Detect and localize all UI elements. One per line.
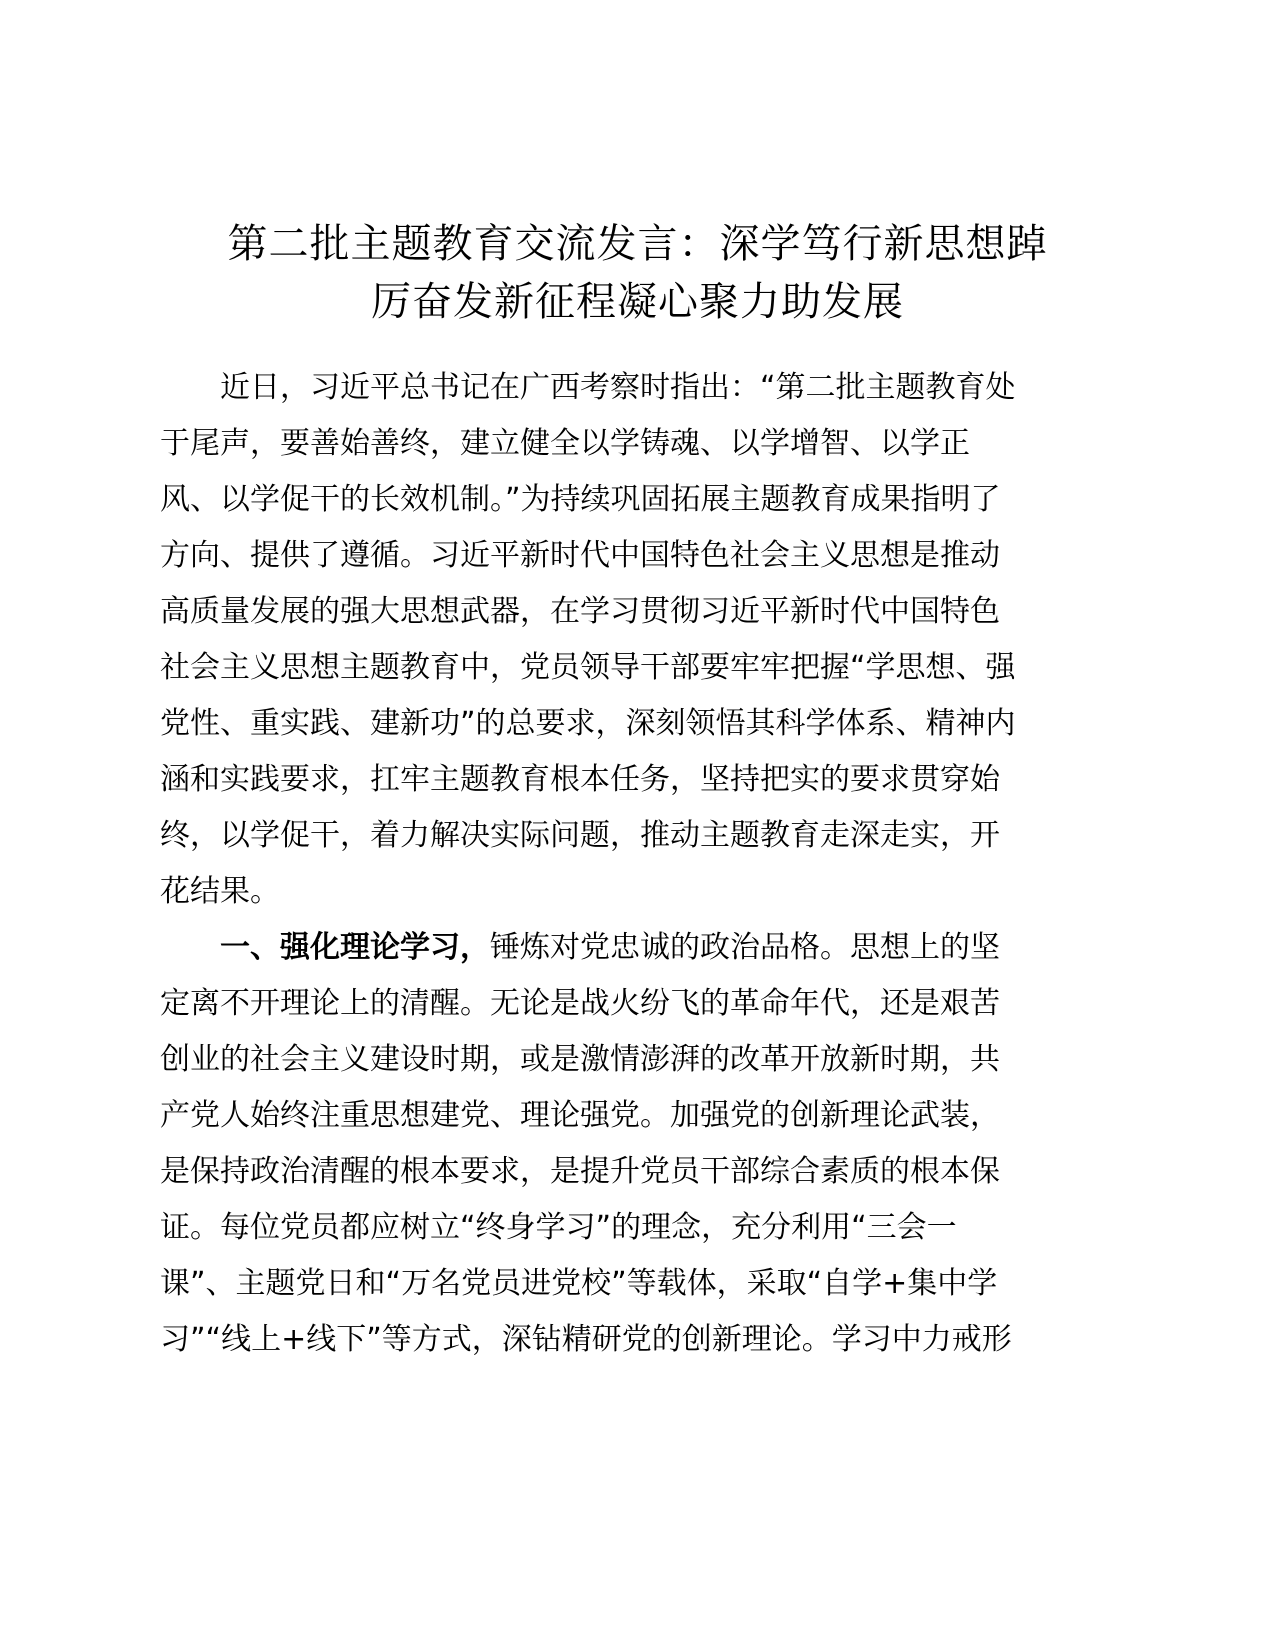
- paragraph-2-line-4: 产党人始终注重思想建党、理论强党。加强党的创新理论武装，: [160, 1098, 1000, 1133]
- paragraph-1-line-4: 方向、提供了遵循。习近平新时代中国特色社会主义思想是推动: [160, 538, 1000, 573]
- paragraph-1-line-7: 党性、重实践、建新功”的总要求，深刻领悟其科学体系、精神内: [160, 706, 1016, 741]
- paragraph-2-line-7: 课”、主题党日和“万名党员进党校”等载体，采取“自学+集中学: [160, 1266, 998, 1301]
- paragraph-1-line-10: 花结果。: [160, 874, 280, 909]
- paragraph-2-line-5: 是保持政治清醒的根本要求，是提升党员干部综合素质的根本保: [160, 1154, 1000, 1189]
- document-body: [160, 360, 1070, 1368]
- document-title: [150, 215, 1125, 331]
- paragraph-1-line-2: 于尾声，要善始善终，建立健全以学铸魂、以学增智、以学正: [160, 426, 970, 461]
- paragraph-2-line-3: 创业的社会主义建设时期，或是激情澎湃的改革开放新时期，共: [160, 1042, 1000, 1077]
- section-heading-1: 一、强化理论学习，: [220, 930, 490, 965]
- title-line-1: 第二批主题教育交流发言：深学笃行新思想踔: [227, 221, 1048, 267]
- paragraph-2-line-6: 证。每位党员都应树立“终身学习”的理念，充分利用“三会一: [160, 1210, 957, 1245]
- paragraph-2-line-1: [160, 920, 1070, 976]
- paragraph-2-line-2: 定离不开理论上的清醒。无论是战火纷飞的革命年代，还是艰苦: [160, 986, 1000, 1021]
- paragraph-1-line-3: 风、以学促干的长效机制。”为持续巩固拓展主题教育成果指明了: [160, 482, 1001, 517]
- paragraph-1-line-5: 高质量发展的强大思想武器，在学习贯彻习近平新时代中国特色: [160, 594, 1000, 629]
- paragraph-1-line-9: 终，以学促干，着力解决实际问题，推动主题教育走深走实，开: [160, 818, 1000, 853]
- paragraph-2-line-8: 习”“线上+线下”等方式，深钻精研党的创新理论。学习中力戒形: [160, 1322, 1012, 1357]
- paragraph-1-line-1: 近日，习近平总书记在广西考察时指出：“第二批主题教育处: [220, 370, 1016, 405]
- title-line-2: 厉奋发新征程凝心聚力助发展: [371, 279, 904, 325]
- paragraph-1-line-6: 社会主义思想主题教育中，党员领导干部要牢牢把握“学思想、强: [160, 650, 1016, 685]
- paragraph-2-line-1-rest: 锤炼对党忠诚的政治品格。思想上的坚: [490, 930, 1000, 965]
- paragraph-1-line-8: 涵和实践要求，扛牢主题教育根本任务，坚持把实的要求贯穿始: [160, 762, 1000, 797]
